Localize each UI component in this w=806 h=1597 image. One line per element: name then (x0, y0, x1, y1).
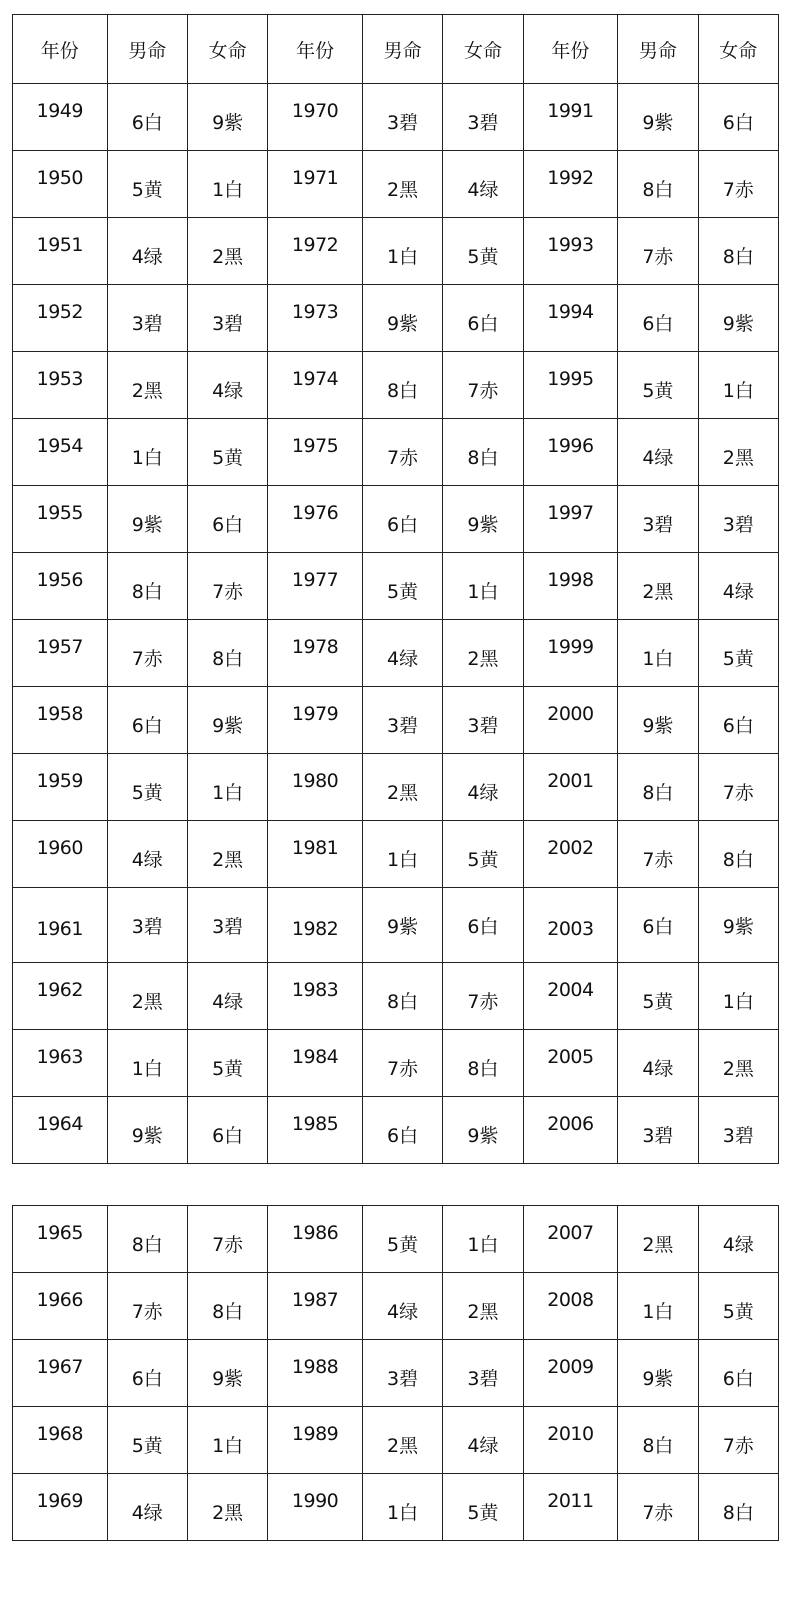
female-cell: 3碧 (187, 285, 267, 352)
year-cell: 2003 (523, 888, 618, 963)
year-cell: 1959 (13, 754, 108, 821)
year-cell: 1989 (268, 1407, 363, 1474)
table-row (13, 1206, 779, 1273)
female-cell: 8白 (698, 1474, 778, 1541)
year-cell: 2001 (523, 754, 618, 821)
female-cell: 5黄 (698, 620, 778, 687)
female-cell: 1白 (698, 352, 778, 419)
male-cell: 4绿 (107, 821, 187, 888)
male-cell: 1白 (618, 1273, 698, 1340)
female-cell: 2黑 (187, 821, 267, 888)
year-cell: 1969 (13, 1474, 108, 1541)
male-cell: 1白 (362, 821, 442, 888)
female-cell: 2黑 (187, 1474, 267, 1541)
table-row (13, 1340, 779, 1407)
year-cell: 1976 (268, 486, 363, 553)
female-cell: 8白 (443, 419, 523, 486)
table-row (13, 352, 779, 419)
male-cell: 4绿 (107, 1474, 187, 1541)
female-cell: 4绿 (443, 151, 523, 218)
female-cell: 4绿 (443, 1407, 523, 1474)
female-cell: 7赤 (443, 352, 523, 419)
year-cell: 2006 (523, 1097, 618, 1164)
female-cell: 1白 (187, 754, 267, 821)
male-cell: 3碧 (362, 84, 442, 151)
year-cell: 1980 (268, 754, 363, 821)
year-cell: 1997 (523, 486, 618, 553)
female-cell: 2黑 (443, 1273, 523, 1340)
table-row (13, 1407, 779, 1474)
male-cell: 4绿 (618, 419, 698, 486)
year-cell: 1955 (13, 486, 108, 553)
female-cell: 9紫 (443, 486, 523, 553)
male-cell: 6白 (107, 687, 187, 754)
year-cell: 1993 (523, 218, 618, 285)
year-cell: 1984 (268, 1030, 363, 1097)
male-cell: 7赤 (618, 1474, 698, 1541)
male-cell: 5黄 (362, 1206, 442, 1273)
male-cell: 1白 (107, 1030, 187, 1097)
female-cell: 1白 (443, 1206, 523, 1273)
female-cell: 4绿 (698, 553, 778, 620)
female-cell: 3碧 (698, 486, 778, 553)
year-cell: 1996 (523, 419, 618, 486)
male-cell: 7赤 (107, 1273, 187, 1340)
year-cell: 1975 (268, 419, 363, 486)
male-cell: 6白 (618, 285, 698, 352)
year-cell: 1954 (13, 419, 108, 486)
female-cell: 9紫 (443, 1097, 523, 1164)
year-cell: 2000 (523, 687, 618, 754)
year-cell: 1983 (268, 963, 363, 1030)
female-cell: 8白 (187, 1273, 267, 1340)
star-table-bottom (12, 1205, 779, 1541)
year-cell: 1949 (13, 84, 108, 151)
female-cell: 2黑 (187, 218, 267, 285)
male-cell: 2黑 (362, 151, 442, 218)
female-cell: 7赤 (698, 754, 778, 821)
year-cell: 1995 (523, 352, 618, 419)
year-cell: 1961 (13, 888, 108, 963)
table-row (13, 553, 779, 620)
table-body-top (13, 84, 779, 1164)
year-cell: 1968 (13, 1407, 108, 1474)
male-cell: 5黄 (107, 1407, 187, 1474)
year-cell: 1987 (268, 1273, 363, 1340)
male-cell: 8白 (618, 151, 698, 218)
year-cell: 2004 (523, 963, 618, 1030)
year-cell: 1998 (523, 553, 618, 620)
female-cell: 2黑 (443, 620, 523, 687)
year-cell: 1977 (268, 553, 363, 620)
female-cell: 1白 (443, 553, 523, 620)
year-cell: 2008 (523, 1273, 618, 1340)
male-cell: 9紫 (107, 1097, 187, 1164)
female-cell: 4绿 (187, 963, 267, 1030)
male-cell: 4绿 (362, 1273, 442, 1340)
female-cell: 2黑 (698, 419, 778, 486)
female-cell: 3碧 (443, 687, 523, 754)
column-header: 年份 (268, 15, 363, 84)
female-cell: 5黄 (187, 1030, 267, 1097)
table-row (13, 151, 779, 218)
male-cell: 2黑 (362, 754, 442, 821)
table-row (13, 84, 779, 151)
year-cell: 1958 (13, 687, 108, 754)
year-cell: 1981 (268, 821, 363, 888)
female-cell: 9紫 (187, 1340, 267, 1407)
year-cell: 1953 (13, 352, 108, 419)
female-cell: 3碧 (443, 84, 523, 151)
year-cell: 1988 (268, 1340, 363, 1407)
female-cell: 9紫 (698, 888, 778, 963)
male-cell: 3碧 (618, 486, 698, 553)
male-cell: 8白 (107, 553, 187, 620)
female-cell: 6白 (698, 687, 778, 754)
male-cell: 6白 (362, 486, 442, 553)
male-cell: 9紫 (618, 687, 698, 754)
female-cell: 7赤 (443, 963, 523, 1030)
female-cell: 5黄 (443, 1474, 523, 1541)
male-cell: 2黑 (618, 1206, 698, 1273)
male-cell: 8白 (618, 754, 698, 821)
year-cell: 1950 (13, 151, 108, 218)
male-cell: 6白 (107, 1340, 187, 1407)
year-cell: 1985 (268, 1097, 363, 1164)
year-cell: 1956 (13, 553, 108, 620)
male-cell: 9紫 (362, 888, 442, 963)
year-cell: 2002 (523, 821, 618, 888)
female-cell: 1白 (187, 151, 267, 218)
table-row (13, 285, 779, 352)
female-cell: 4绿 (698, 1206, 778, 1273)
female-cell: 6白 (443, 285, 523, 352)
year-cell: 1979 (268, 687, 363, 754)
female-cell: 3碧 (698, 1097, 778, 1164)
year-cell: 1978 (268, 620, 363, 687)
male-cell: 7赤 (362, 419, 442, 486)
male-cell: 2黑 (107, 352, 187, 419)
column-header: 女命 (443, 15, 523, 84)
column-header: 男命 (107, 15, 187, 84)
male-cell: 1白 (107, 419, 187, 486)
table-row (13, 687, 779, 754)
year-cell: 2009 (523, 1340, 618, 1407)
male-cell: 7赤 (618, 821, 698, 888)
male-cell: 2黑 (618, 553, 698, 620)
header-row (13, 15, 779, 84)
year-cell: 1965 (13, 1206, 108, 1273)
male-cell: 3碧 (362, 687, 442, 754)
female-cell: 8白 (187, 620, 267, 687)
table-row (13, 888, 779, 963)
column-header: 年份 (523, 15, 618, 84)
year-cell: 2010 (523, 1407, 618, 1474)
female-cell: 1白 (698, 963, 778, 1030)
female-cell: 6白 (443, 888, 523, 963)
male-cell: 5黄 (362, 553, 442, 620)
male-cell: 2黑 (107, 963, 187, 1030)
female-cell: 6白 (187, 1097, 267, 1164)
male-cell: 7赤 (107, 620, 187, 687)
male-cell: 8白 (362, 963, 442, 1030)
table-row (13, 1097, 779, 1164)
female-cell: 1白 (187, 1407, 267, 1474)
male-cell: 1白 (362, 218, 442, 285)
male-cell: 8白 (107, 1206, 187, 1273)
column-header: 男命 (362, 15, 442, 84)
year-cell: 1972 (268, 218, 363, 285)
table-row (13, 218, 779, 285)
year-cell: 1999 (523, 620, 618, 687)
year-cell: 1991 (523, 84, 618, 151)
male-cell: 6白 (107, 84, 187, 151)
female-cell: 6白 (698, 1340, 778, 1407)
male-cell: 8白 (618, 1407, 698, 1474)
male-cell: 3碧 (107, 285, 187, 352)
female-cell: 7赤 (698, 1407, 778, 1474)
year-cell: 1994 (523, 285, 618, 352)
male-cell: 3碧 (362, 1340, 442, 1407)
male-cell: 1白 (362, 1474, 442, 1541)
male-cell: 4绿 (618, 1030, 698, 1097)
star-table-top (12, 14, 779, 1164)
female-cell: 4绿 (187, 352, 267, 419)
year-cell: 1957 (13, 620, 108, 687)
year-cell: 1966 (13, 1273, 108, 1340)
year-cell: 1962 (13, 963, 108, 1030)
table-row (13, 1273, 779, 1340)
column-header: 年份 (13, 15, 108, 84)
year-cell: 1974 (268, 352, 363, 419)
female-cell: 8白 (698, 821, 778, 888)
table-row (13, 754, 779, 821)
female-cell: 2黑 (698, 1030, 778, 1097)
table-row (13, 1030, 779, 1097)
table-header (13, 15, 779, 84)
table-row (13, 821, 779, 888)
table-row (13, 419, 779, 486)
female-cell: 9紫 (187, 687, 267, 754)
female-cell: 7赤 (187, 553, 267, 620)
male-cell: 5黄 (618, 963, 698, 1030)
year-cell: 2011 (523, 1474, 618, 1541)
table-row (13, 486, 779, 553)
year-cell: 1971 (268, 151, 363, 218)
column-header: 女命 (698, 15, 778, 84)
female-cell: 4绿 (443, 754, 523, 821)
table-row (13, 620, 779, 687)
male-cell: 3碧 (107, 888, 187, 963)
year-cell: 1970 (268, 84, 363, 151)
year-cell: 1992 (523, 151, 618, 218)
male-cell: 2黑 (362, 1407, 442, 1474)
female-cell: 9紫 (187, 84, 267, 151)
table-row (13, 963, 779, 1030)
year-cell: 1951 (13, 218, 108, 285)
male-cell: 7赤 (618, 218, 698, 285)
female-cell: 8白 (443, 1030, 523, 1097)
table-body-bottom (13, 1206, 779, 1541)
male-cell: 9紫 (618, 84, 698, 151)
male-cell: 6白 (362, 1097, 442, 1164)
male-cell: 7赤 (362, 1030, 442, 1097)
male-cell: 4绿 (362, 620, 442, 687)
female-cell: 3碧 (187, 888, 267, 963)
male-cell: 1白 (618, 620, 698, 687)
year-cell: 1963 (13, 1030, 108, 1097)
male-cell: 9紫 (362, 285, 442, 352)
year-cell: 1964 (13, 1097, 108, 1164)
female-cell: 5黄 (443, 821, 523, 888)
year-cell: 2005 (523, 1030, 618, 1097)
male-cell: 4绿 (107, 218, 187, 285)
male-cell: 5黄 (107, 151, 187, 218)
female-cell: 8白 (698, 218, 778, 285)
year-cell: 1986 (268, 1206, 363, 1273)
year-cell: 1973 (268, 285, 363, 352)
year-cell: 1982 (268, 888, 363, 963)
year-cell: 1967 (13, 1340, 108, 1407)
female-cell: 5黄 (443, 218, 523, 285)
male-cell: 8白 (362, 352, 442, 419)
column-header: 男命 (618, 15, 698, 84)
year-cell: 1990 (268, 1474, 363, 1541)
table-row (13, 1474, 779, 1541)
female-cell: 3碧 (443, 1340, 523, 1407)
year-cell: 1952 (13, 285, 108, 352)
male-cell: 9紫 (618, 1340, 698, 1407)
male-cell: 9紫 (107, 486, 187, 553)
female-cell: 6白 (187, 486, 267, 553)
female-cell: 6白 (698, 84, 778, 151)
female-cell: 5黄 (187, 419, 267, 486)
female-cell: 5黄 (698, 1273, 778, 1340)
year-cell: 1960 (13, 821, 108, 888)
female-cell: 9紫 (698, 285, 778, 352)
year-cell: 2007 (523, 1206, 618, 1273)
male-cell: 3碧 (618, 1097, 698, 1164)
column-header: 女命 (187, 15, 267, 84)
female-cell: 7赤 (698, 151, 778, 218)
female-cell: 7赤 (187, 1206, 267, 1273)
male-cell: 6白 (618, 888, 698, 963)
male-cell: 5黄 (107, 754, 187, 821)
male-cell: 5黄 (618, 352, 698, 419)
